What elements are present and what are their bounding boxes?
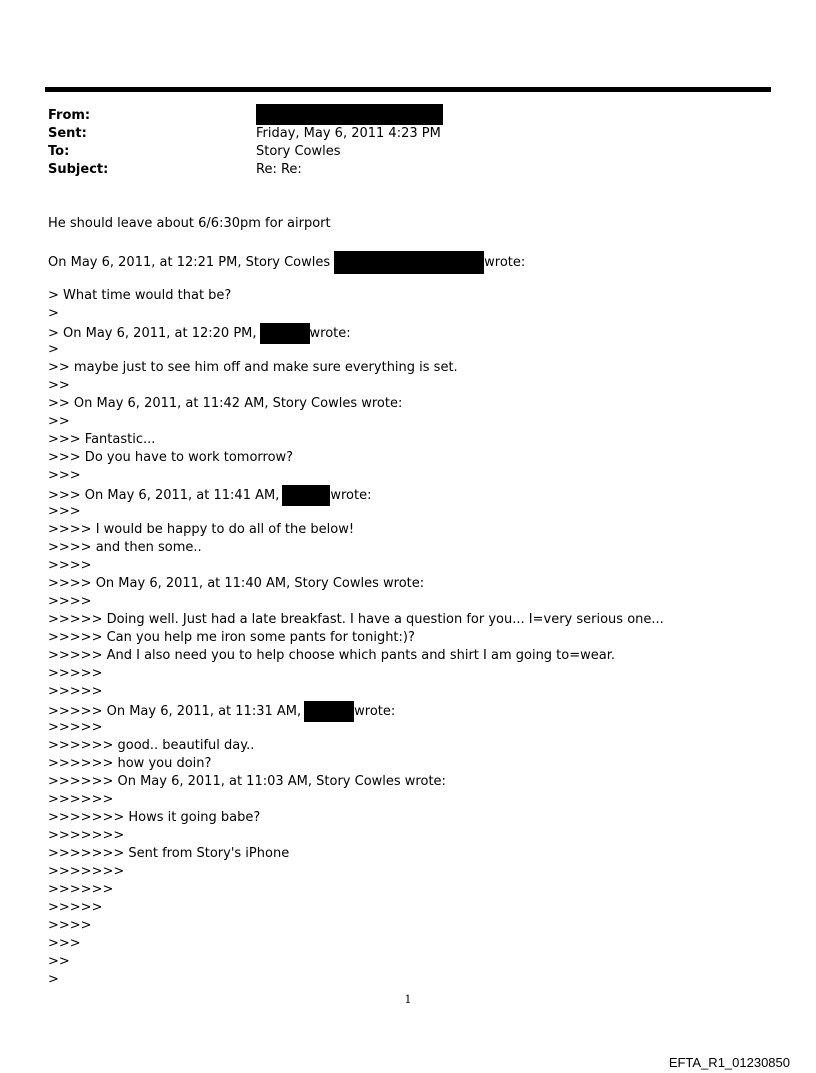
quote-line: >>> [48,936,81,951]
quote-line: >>> [48,504,81,519]
quote-line: >>>> [48,594,92,609]
quote-line: >>>>> And I also need you to help choose which pants and shirt I am going to=wear. [48,648,616,663]
attribution-text: >>>>> On May 6, 2011, at 11:31 AM, [48,704,302,719]
document-id: EFTA_R1_01230850 [668,1055,790,1070]
quote-line: >> [48,954,70,969]
redaction-block [256,104,443,125]
quote-line: >>>>>>> Hows it going babe? [48,810,261,825]
quote-line: >>>>>>> [48,828,125,843]
subject-value: Re: Re: [256,162,302,177]
attribution-wrote: wrote: [354,704,396,719]
quote-line: >>>>>>> [48,864,125,879]
quote-line: >>>>> [48,666,103,681]
attribution-wrote: wrote: [484,255,526,270]
to-label: To: [48,144,70,159]
from-label: From: [48,108,91,123]
redaction-block [334,251,484,274]
quote-line: >>>>> [48,684,103,699]
subject-label: Subject: [48,162,109,177]
quote-line: >>>> I would be happy to do all of the below! [48,522,355,537]
body-line: He should leave about 6/6:30pm for airport [48,216,331,231]
quote-line: >>>>> Can you help me iron some pants for tonight:)? [48,630,415,645]
quote-line: >>>> [48,918,92,933]
quote-line: > [48,342,59,357]
quote-line: >>>>>> how you doin? [48,756,212,771]
redaction-block [260,323,310,344]
header-rule [45,87,771,92]
quote-line: >>>>>>> Sent from Story's iPhone [48,846,290,861]
page-number: 1 [404,993,412,1006]
attribution-wrote: wrote: [309,326,351,341]
quote-line: >>>>>> [48,882,114,897]
quote-attribution [48,323,351,344]
quote-line: >>>>> Doing well. Just had a late breakfast. I have a question for you... I=very serious one... [48,612,664,627]
redaction-block [304,701,354,722]
quote-line: >>>>>> On May 6, 2011, at 11:03 AM, Story Cowles wrote: [48,774,446,789]
quote-line: >>>>>> good.. beautiful day.. [48,738,255,753]
attribution-text: > On May 6, 2011, at 12:20 PM, [48,326,257,341]
attribution-text: On May 6, 2011, at 12:21 PM, Story Cowles [48,255,331,270]
quote-line: >>> [48,468,81,483]
quote-line: >> [48,378,70,393]
attribution-wrote: wrote: [330,488,372,503]
quote-attribution [48,485,371,506]
quote-line: >> [48,414,70,429]
quote-line: > [48,306,59,321]
quote-line: >>>> and then some.. [48,540,202,555]
quote-line: >>>>> [48,900,103,915]
quote-line: >> On May 6, 2011, at 11:42 AM, Story Cowles wrote: [48,396,403,411]
redaction-block [282,485,330,506]
sent-label: Sent: [48,126,87,141]
quote-line: > What time would that be? [48,288,232,303]
quote-line: >> maybe just to see him off and make sure everything is set. [48,360,458,375]
quote-line: >>>> [48,558,92,573]
quote-attribution [48,251,525,274]
attribution-text: >>> On May 6, 2011, at 11:41 AM, [48,488,280,503]
quote-line: >>> Do you have to work tomorrow? [48,450,294,465]
quote-line: >>>>>> [48,792,114,807]
sent-value: Friday, May 6, 2011 4:23 PM [256,126,441,141]
quote-line: >>> Fantastic... [48,432,156,447]
from-value [256,104,443,125]
to-value: Story Cowles [256,144,341,159]
quote-line: >>>>> [48,720,103,735]
quote-line: >>>> On May 6, 2011, at 11:40 AM, Story Cowles wrote: [48,576,425,591]
quote-line: > [48,972,59,987]
